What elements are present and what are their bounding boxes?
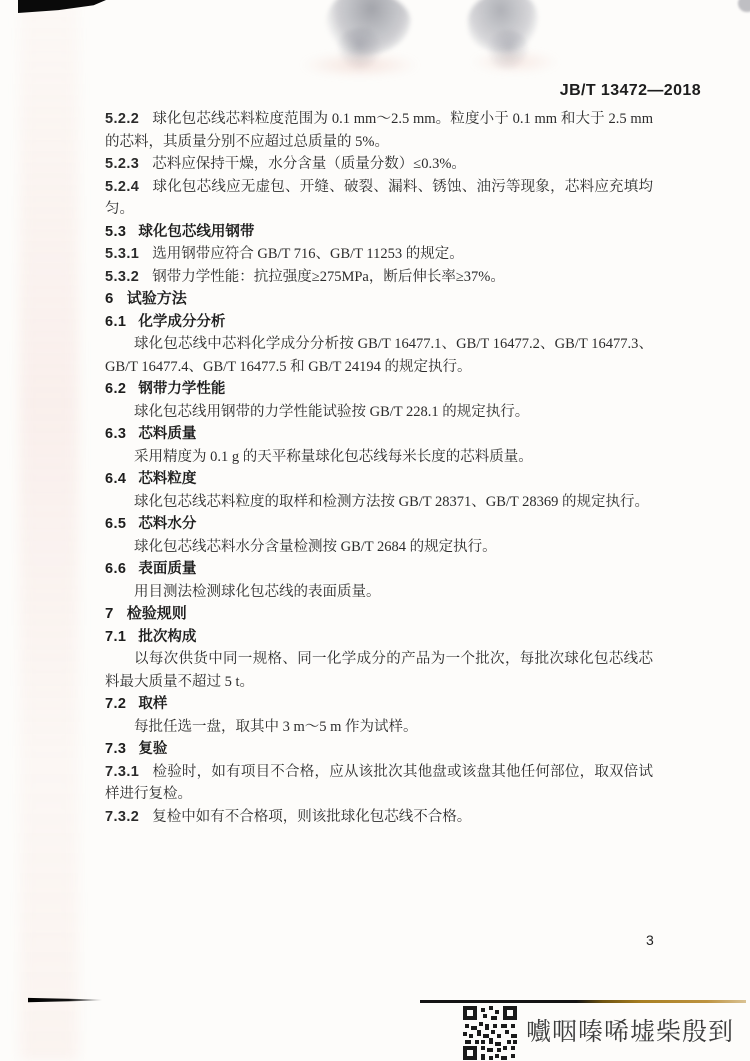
clause-7-3-1 (105, 761, 653, 806)
heading-number: 6.2 (105, 381, 127, 397)
heading-5-3 (105, 221, 653, 244)
paragraph: 采用精度为 0.1 g 的天平称量球化包芯线每米长度的芯料质量。 (134, 448, 533, 465)
heading-text: 批次构成 (138, 628, 197, 645)
standard-number-header: JB/T 13472—2018 (559, 82, 701, 99)
heading-text: 取样 (138, 696, 168, 712)
clause-text: 芯料应保持干燥，水分含量（质量分数）≤0.3%。 (152, 156, 466, 172)
heading-number: 7.2 (105, 696, 127, 712)
heading-text: 表面质量 (138, 561, 197, 577)
heading-6-1 (105, 311, 653, 334)
paragraph: 球化包芯线芯料粒度的取样和检测方法按 GB/T 28371、GB/T 28369 的规定执行。 (134, 493, 650, 510)
heading-text: 检验规则 (126, 605, 187, 622)
section-7-heading (105, 603, 653, 626)
clause-5-3-2 (105, 266, 653, 289)
heading-number: 6 (105, 290, 114, 307)
clause-text: 球化包芯线芯料粒度范围为 0.1 mm～2.5 mm。粒度小于 0.1 mm 和大于 2.5 mm 的芯料，其质量分别不应超过总质量的 5%。 (105, 111, 653, 150)
heading-7-1 (105, 626, 653, 649)
heading-text: 芯料质量 (138, 426, 197, 442)
heading-number: 6.4 (105, 471, 127, 487)
heading-text: 复验 (138, 741, 168, 757)
heading-7-3 (105, 738, 653, 761)
stain-artifact (300, 52, 420, 78)
scan-edge-shadow (18, 0, 106, 13)
heading-number: 6.3 (105, 426, 127, 442)
stain-artifact (470, 50, 560, 74)
footer-watermark-text: 嚱咽嗪唏墟柴殷到 (526, 1019, 735, 1046)
qr-code-icon (463, 1006, 517, 1061)
heading-number: 7 (105, 605, 114, 622)
clause-text: 选用钢带应符合 GB/T 716、GB/T 11253 的规定。 (152, 246, 464, 262)
clause-5-2-4 (105, 176, 653, 221)
heading-text: 芯料粒度 (138, 471, 197, 487)
heading-text: 试验方法 (126, 290, 187, 307)
heading-6-2 (105, 378, 653, 401)
paragraph: 以每次供货中同一规格、同一化学成分的产品为一个批次，每批次球化包芯线芯料最大质量不超过 5 t。 (105, 651, 653, 690)
heading-text: 钢带力学性能 (138, 381, 226, 397)
section-6-heading (105, 288, 653, 311)
heading-text: 球化包芯线用钢带 (138, 223, 255, 240)
footer-rule-line (420, 1000, 746, 1003)
heading-7-2 (105, 693, 653, 716)
heading-text: 芯料水分 (138, 516, 197, 532)
clause-number: 7.3.2 (105, 808, 140, 825)
document-body (105, 108, 653, 828)
scan-corner-artifact (738, 0, 750, 12)
clause-7-3-2 (105, 806, 653, 829)
clause-text: 球化包芯线应无虚包、开缝、破裂、漏料、锈蚀、油污等现象，芯料应充填均匀。 (105, 178, 653, 217)
paragraph: 用目测法检测球化包芯线的表面质量。 (134, 583, 381, 600)
clause-number: 5.2.4 (105, 178, 140, 195)
scan-tint-artifact (20, 0, 78, 1061)
clause-number: 7.3.1 (105, 763, 140, 780)
clause-text: 检验时，如有项目不合格，应从该批次其他盘或该盘其他任何部位，取双倍试样进行复检。 (105, 763, 653, 802)
clause-5-3-1 (105, 243, 653, 266)
heading-number: 7.3 (105, 741, 127, 757)
heading-6-5 (105, 513, 653, 536)
heading-number: 6.5 (105, 516, 127, 532)
heading-text: 化学成分分析 (138, 313, 226, 330)
clause-5-2-3 (105, 153, 653, 176)
clause-text: 复检中如有不合格项，则该批球化包芯线不合格。 (152, 808, 472, 825)
clause-number: 5.3.1 (105, 246, 140, 262)
paragraph: 球化包芯线中芯料化学成分分析按 GB/T 16477.1、GB/T 16477.2、GB/T 16477.3、GB/T 16477.4、GB/T 16477.5 和 GB/T 24194 的规定执行。 (105, 336, 653, 375)
heading-6-3 (105, 423, 653, 446)
heading-number: 7.1 (105, 628, 127, 645)
heading-number: 6.1 (105, 313, 127, 330)
heading-6-6 (105, 558, 653, 581)
heading-number: 5.3 (105, 223, 127, 240)
clause-number: 5.2.2 (105, 111, 140, 127)
clause-number: 5.3.2 (105, 268, 140, 285)
heading-6-4 (105, 468, 653, 491)
paragraph: 每批任选一盘，取其中 3 m～5 m 作为试样。 (134, 718, 418, 735)
paragraph: 球化包芯线用钢带的力学性能试验按 GB/T 228.1 的规定执行。 (134, 403, 530, 420)
clause-number: 5.2.3 (105, 156, 140, 172)
scan-streak-artifact (28, 997, 102, 1003)
clause-text: 钢带力学性能：抗拉强度≥275MPa，断后伸长率≥37%。 (152, 268, 505, 285)
page-number: 3 (646, 932, 654, 948)
heading-number: 6.6 (105, 561, 127, 577)
clause-5-2-2 (105, 108, 653, 153)
paragraph: 球化包芯线芯料水分含量检测按 GB/T 2684 的规定执行。 (134, 538, 497, 555)
